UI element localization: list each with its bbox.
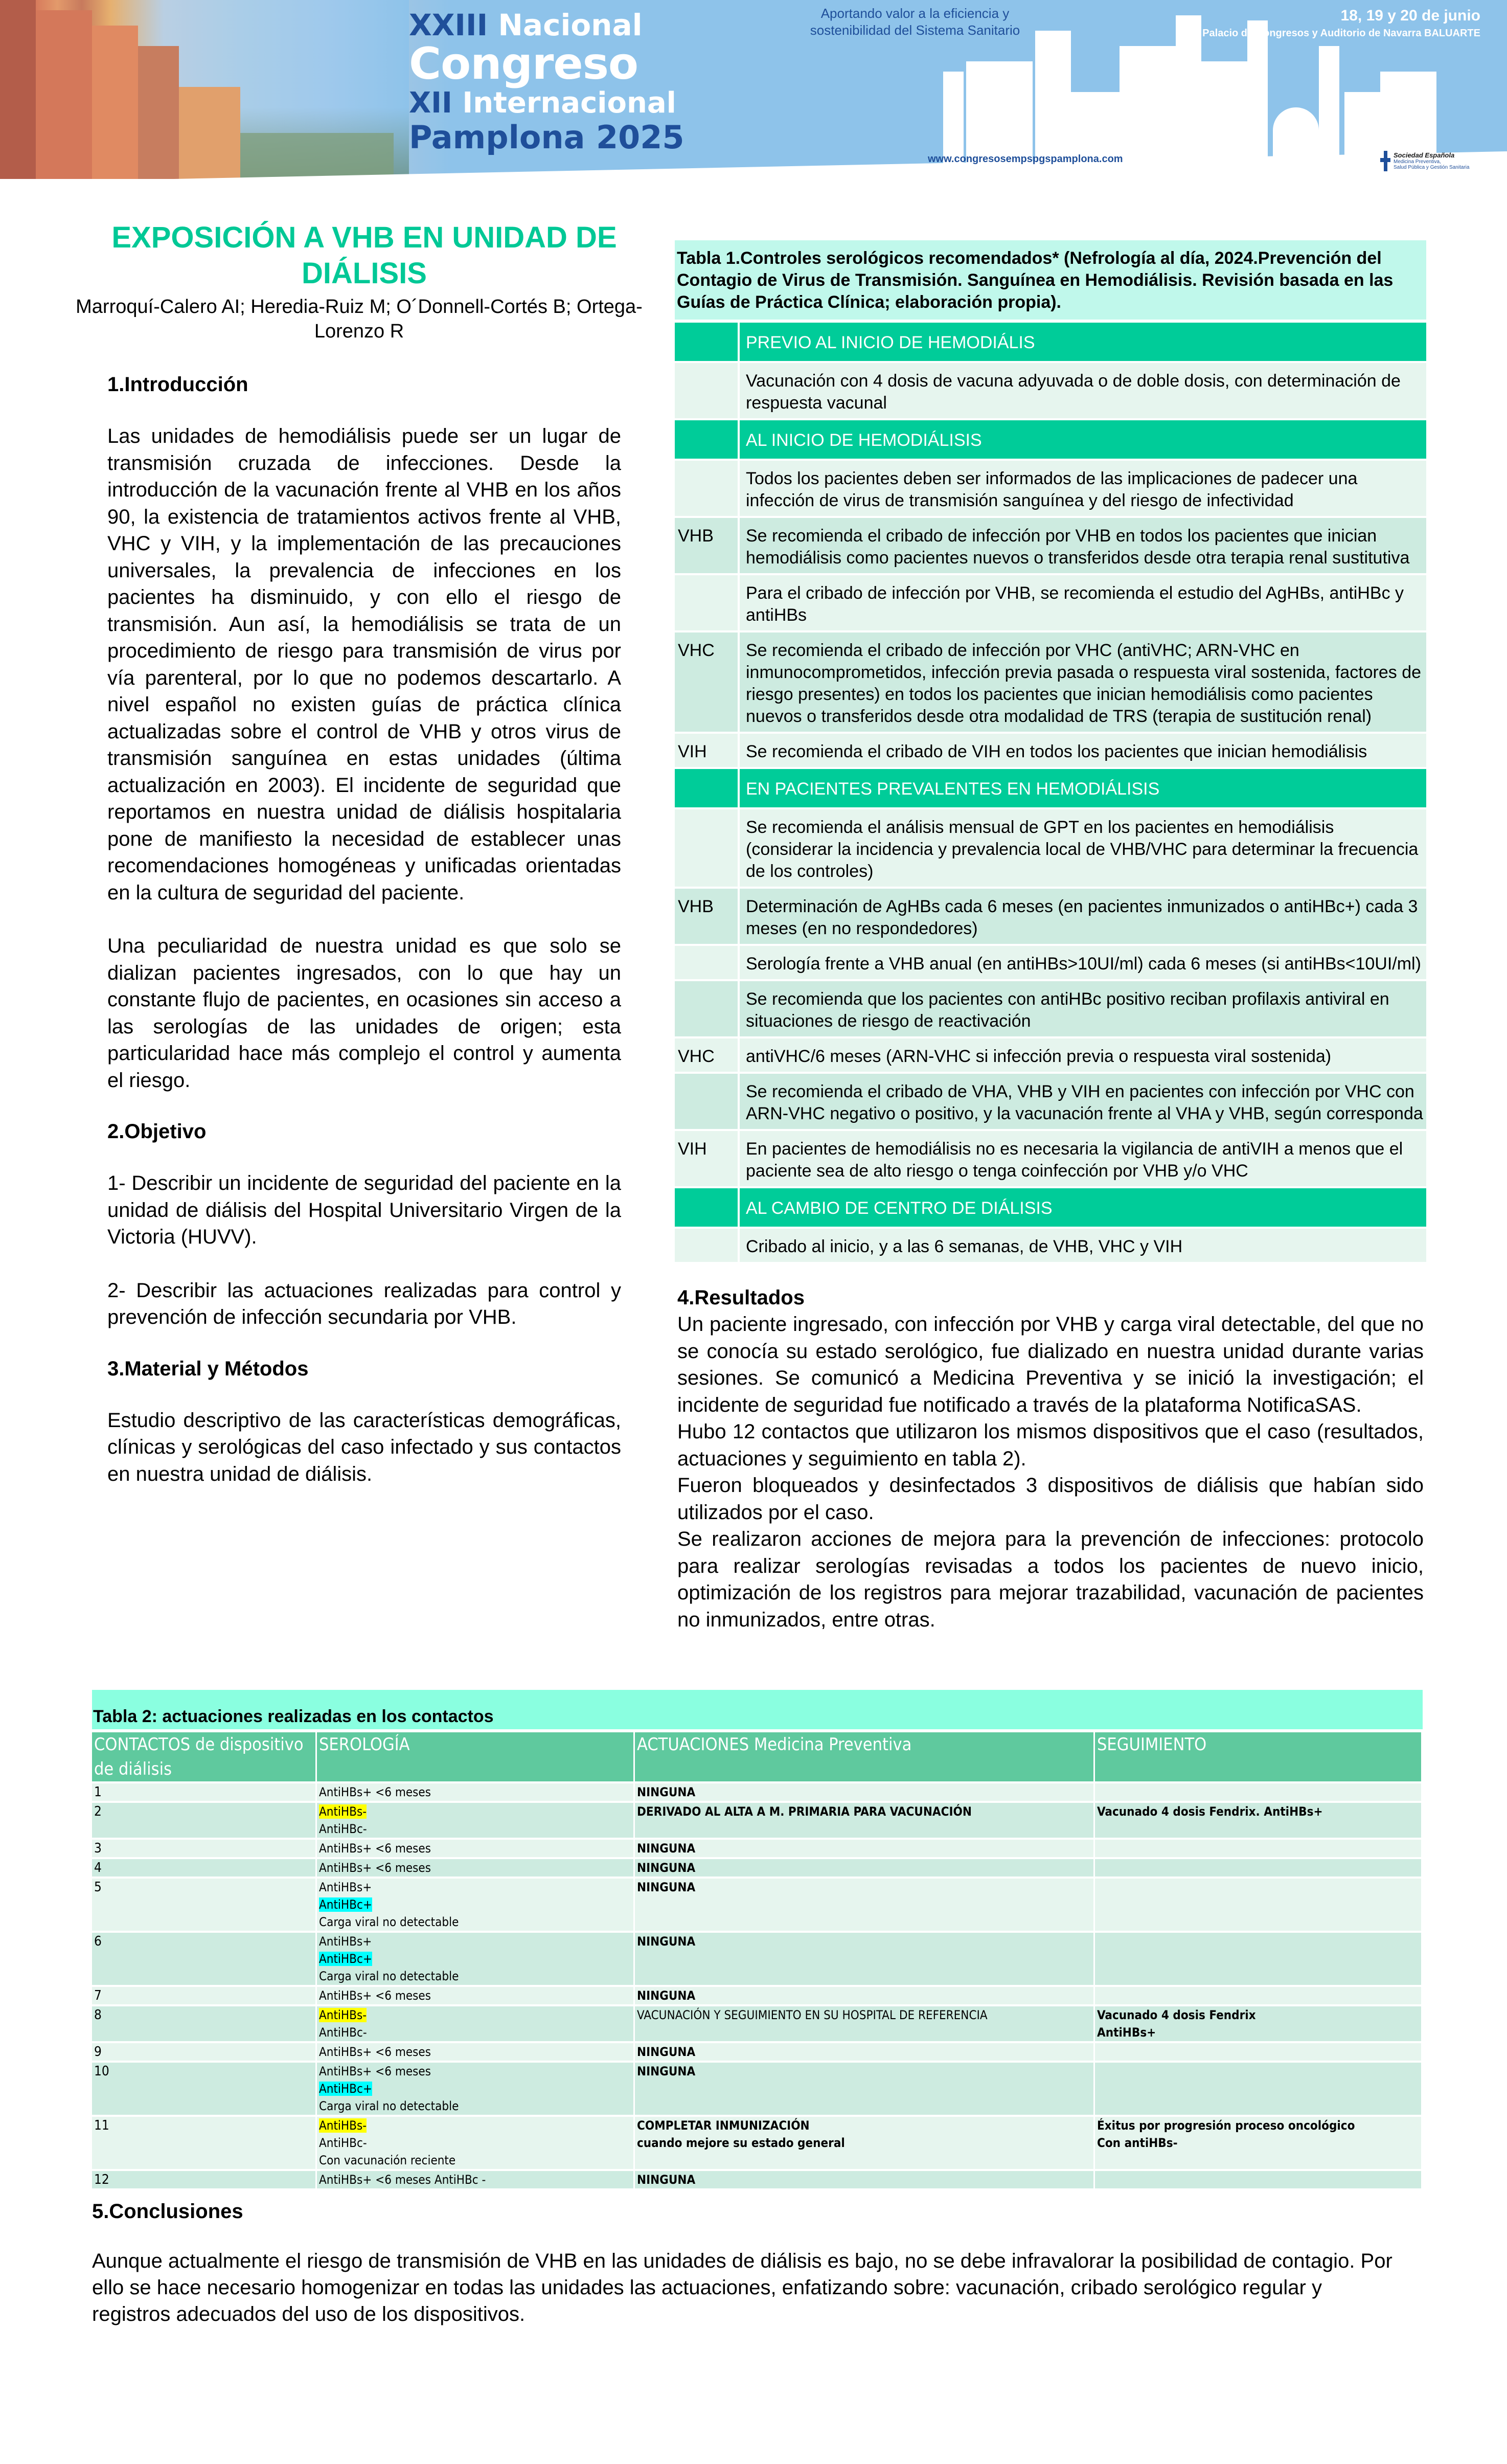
serologia-line bbox=[319, 2134, 631, 2152]
virus-key-cell bbox=[675, 809, 740, 887]
seguimiento-cell bbox=[1095, 1783, 1423, 1803]
column-header-actuaciones: ACTUACIONES Medicina Preventiva bbox=[635, 1732, 1095, 1783]
recommendation-text: Serología frente a VHB anual (en antiHBs>10UI/ml) cada 6 meses (si antiHBs<10UI/ml) bbox=[740, 946, 1426, 979]
highlighted-serology-result: AntiHBc+ bbox=[319, 1897, 372, 1912]
resultados-section bbox=[677, 1284, 1424, 1633]
virus-key-cell bbox=[675, 1229, 740, 1262]
actuacion-line: NINGUNA bbox=[637, 1880, 696, 1894]
building-shape bbox=[92, 26, 138, 179]
contact-number-cell: 12 bbox=[92, 2171, 317, 2190]
resultados-paragraph-1: Un paciente ingresado, con infección por VHB y carga viral detectable, del que no se conocía su estado serológico, fue dializado en nuestra unidad durante varias sesiones. Se comunicó a Medicina Preventiva y se inició la investigación; el incidente de seguridad fue notificado a través de la plataforma NotificaSAS. bbox=[677, 1313, 1424, 1416]
trees-shape bbox=[240, 133, 394, 179]
tabla-1-section-header bbox=[675, 323, 1426, 361]
serologia-line bbox=[319, 1879, 631, 1896]
serology-result: AntiHBs+ <6 meses AntiHBc - bbox=[319, 2173, 486, 2187]
building-shape bbox=[36, 10, 92, 179]
serologia-cell bbox=[317, 1879, 635, 1933]
tabla-1-row bbox=[675, 518, 1426, 573]
recommendation-text: Vacunación con 4 dosis de vacuna adyuvada o de doble dosis, con determinación de respuesta vacunal bbox=[740, 363, 1426, 418]
contact-row bbox=[92, 2171, 1423, 2190]
contact-number-cell: 10 bbox=[92, 2063, 317, 2117]
intro-paragraph-2: Una peculiaridad de nuestra unidad es que solo se dializan pacientes ingresados, con lo que hay un constante flujo de pacientes, en ocasiones sin acceso a las serologías de las unidades de origen; esta particularidad hace más complejo el control y aumenta el riesgo. bbox=[107, 935, 621, 1092]
contact-row bbox=[92, 1783, 1423, 1803]
actuaciones-cell bbox=[635, 1933, 1095, 1987]
actuacion-line: NINGUNA bbox=[637, 1785, 696, 1799]
virus-key-cell bbox=[675, 769, 740, 807]
title-line-3a: XII bbox=[409, 86, 452, 120]
seguimiento-cell bbox=[1095, 2006, 1423, 2043]
serologia-line bbox=[319, 1803, 631, 1820]
contact-row bbox=[92, 2117, 1423, 2171]
dates-text: 18, 19 y 20 de junio bbox=[1340, 7, 1480, 24]
serologia-line bbox=[319, 2097, 631, 2115]
virus-key-cell bbox=[675, 981, 740, 1036]
contact-row bbox=[92, 2006, 1423, 2043]
congress-website-link[interactable]: www.congresosempspgspamplona.com bbox=[928, 153, 1123, 165]
building-shape bbox=[0, 0, 36, 179]
actuacion-line: NINGUNA bbox=[637, 1861, 696, 1875]
logo-subtitle-2: Salud Pública y Gestión Sanitaria bbox=[1394, 165, 1470, 171]
serology-result: AntiHBs+ bbox=[319, 1880, 372, 1894]
conclusiones-paragraph: Aunque actualmente el riesgo de transmisión de VHB en las unidades de diálisis es bajo, no se debe infravalorar la posibilidad de contagio. Por ello se hace necesario homogenizar en todas las unidades las actuaciones, enfatizando sobre: vacunación, cribado serológico regular y registros adecuados del uso de los dispositivos. bbox=[92, 2250, 1392, 2325]
contact-number-cell: 4 bbox=[92, 1859, 317, 1879]
virus-key-cell: VHC bbox=[675, 632, 740, 732]
actuacion-line: NINGUNA bbox=[637, 2045, 696, 2059]
skyline-building bbox=[1120, 46, 1181, 179]
highlighted-serology-result: AntiHBs- bbox=[319, 1804, 367, 1819]
highlighted-serology-result: AntiHBc+ bbox=[319, 1952, 372, 1966]
serology-result: AntiHBs+ <6 meses bbox=[319, 1841, 431, 1856]
serologia-line bbox=[319, 1840, 631, 1857]
actuaciones-cell bbox=[635, 1987, 1095, 2006]
tabla-1-row bbox=[675, 363, 1426, 418]
title-line-3b: Internacional bbox=[462, 86, 676, 120]
seguimiento-cell bbox=[1095, 1987, 1423, 2006]
contact-number-cell: 5 bbox=[92, 1879, 317, 1933]
section-heading-resultados: 4.Resultados bbox=[677, 1286, 805, 1309]
actuacion-line: COMPLETAR INMUNIZACIÓN bbox=[637, 2118, 810, 2133]
tabla-1-section-header bbox=[675, 420, 1426, 459]
recommendation-text: Se recomienda el cribado de VHA, VHB y VIH en pacientes con infección por VHC con ARN-VHC negativo o positivo, y la vacunación frente al VHA y VHB, según corresponda bbox=[740, 1074, 1426, 1129]
actuacion-line: VACUNACIÓN Y SEGUIMIENTO EN SU HOSPITAL DE REFERENCIA bbox=[637, 2008, 988, 2022]
virus-key-cell bbox=[675, 363, 740, 418]
serology-result: AntiHBs+ <6 meses bbox=[319, 2064, 431, 2078]
objetivo-1: 1- Describir un incidente de seguridad del paciente en la unidad de diálisis del Hospital Universitario Virgen de la Victoria (HUVV). bbox=[107, 1172, 621, 1248]
virus-key-cell: VHC bbox=[675, 1038, 740, 1072]
contact-row bbox=[92, 1840, 1423, 1859]
virus-key-cell: VHB bbox=[675, 889, 740, 944]
title-line-4: Pamplona 2025 bbox=[409, 119, 684, 156]
seguimiento-line: Éxitus por progresión proceso oncológico bbox=[1097, 2118, 1355, 2133]
tabla-2-caption: Tabla 2: actuaciones realizadas en los contactos bbox=[92, 1690, 1423, 1729]
serologia-line bbox=[319, 2024, 631, 2041]
serologia-cell bbox=[317, 2063, 635, 2117]
virus-key-cell bbox=[675, 1074, 740, 1129]
actuacion-line: NINGUNA bbox=[637, 1934, 696, 1949]
building-shape bbox=[179, 87, 240, 179]
conclusiones-section bbox=[92, 2200, 1401, 2327]
actuacion-line: DERIVADO AL ALTA A M. PRIMARIA PARA VACUNACIÓN bbox=[637, 1804, 972, 1819]
actuaciones-cell bbox=[635, 1840, 1095, 1859]
actuacion-line: cuando mejore su estado general bbox=[637, 2136, 845, 2150]
serologia-line bbox=[319, 2152, 631, 2169]
serologia-line bbox=[319, 1783, 631, 1801]
intro-paragraph-1: Las unidades de hemodiálisis puede ser un lugar de transmisión cruzada de infecciones. Desde la introducción de la vacunación frente al VHB en los años 90, la existencia de tratamientos activos frente al VHB, VHC y VIH, y la implementación de las precauciones universales, la prevalencia de infecciones en los pacientes ha disminuido, y con ello el riesgo de transmisión. Aun así, la hemodiálisis se trata de un procedimiento de riesgo para transmisión de virus por vía parenteral, por lo que no podemos descartarlo. A nivel español no existen guías de práctica clínica actualizadas sobre el control de VHB y otros virus de transmisión sanguínea en estas unidades (última actualización en 2003). El incidente de seguridad que reportamos en nuestra unidad de diálisis hospitalaria pone de manifiesto la necesidad de establecer unas recomendaciones homogéneas y unificadas orientadas en la cultura de seguridad del paciente. bbox=[107, 425, 621, 904]
objetivo-2: 2- Describir las actuaciones realizadas para control y prevención de infección secundaria por VHB. bbox=[107, 1279, 621, 1328]
serologia-line bbox=[319, 1859, 631, 1877]
skyline-building bbox=[1071, 92, 1120, 179]
recommendation-text: Para el cribado de infección por VHB, se recomienda el estudio del AgHBs, antiHBc y antiHBs bbox=[740, 575, 1426, 630]
section-heading-objetivo: 2.Objetivo bbox=[107, 1120, 207, 1143]
serology-result: AntiHBc- bbox=[319, 1822, 367, 1836]
recommendation-text: Se recomienda el cribado de infección por VHC (antiVHC; ARN-VHC en inmunocomprometidos, infección previa pasada o respuesta viral sostenida, factores de riesgo presentes) en todos los pacientes que inician hemodiálisis como pacientes nuevos o transferidos desde otra modalidad de TRS (terapia de sustitución renal) bbox=[740, 632, 1426, 732]
section-header-text: AL INICIO DE HEMODIÁLISIS bbox=[740, 420, 1426, 459]
contact-number-cell: 6 bbox=[92, 1933, 317, 1987]
seguimiento-cell bbox=[1095, 1879, 1423, 1933]
serologia-line bbox=[319, 1896, 631, 1913]
actuaciones-cell bbox=[635, 1803, 1095, 1840]
tabla-1-row bbox=[675, 1229, 1426, 1262]
virus-key-cell: VIH bbox=[675, 734, 740, 767]
resultados-paragraph-4: Se realizaron acciones de mejora para la prevención de infecciones: protocolo para realizar serologías revisadas a todos los pacientes de nuevo inicio, optimización de los registros para mejorar trazabilidad, vacunación de pacientes no inmunizados, entre otras. bbox=[677, 1528, 1424, 1631]
virus-key-cell bbox=[675, 420, 740, 459]
seguimiento-cell bbox=[1095, 2063, 1423, 2117]
actuaciones-cell bbox=[635, 2063, 1095, 2117]
contact-number-cell: 2 bbox=[92, 1803, 317, 1840]
seguimiento-line: Vacunado 4 dosis Fendrix bbox=[1097, 2008, 1256, 2022]
seguimiento-cell bbox=[1095, 1859, 1423, 1879]
section-heading-introduccion: 1.Introducción bbox=[107, 373, 248, 396]
actuacion-line: NINGUNA bbox=[637, 1841, 696, 1856]
recommendation-text: Se recomienda que los pacientes con antiHBc positivo reciban profilaxis antiviral en situaciones de riesgo de reactivación bbox=[740, 981, 1426, 1036]
logo-subtitle-1: Medicina Preventiva, bbox=[1394, 159, 1441, 165]
virus-key-cell: VHB bbox=[675, 518, 740, 573]
congress-banner bbox=[0, 0, 1507, 179]
skyline-spire bbox=[1247, 20, 1268, 179]
seguimiento-line: Con antiHBs- bbox=[1097, 2136, 1178, 2150]
tabla-1-row bbox=[675, 809, 1426, 887]
serologia-line bbox=[319, 2063, 631, 2080]
serologia-cell bbox=[317, 1987, 635, 2006]
seguimiento-cell bbox=[1095, 2043, 1423, 2063]
tabla-1-caption: Tabla 1.Controles serológicos recomendados* (Nefrología al día, 2024.Prevención del Contagio de Virus de Transmisión. Sanguínea en Hemodiálisis. Revisión basada en las Guías de Práctica Clínica; elaboración propia). bbox=[675, 240, 1426, 320]
seguimiento-cell bbox=[1095, 1933, 1423, 1987]
tabla-1-row bbox=[675, 632, 1426, 732]
society-logo bbox=[1380, 151, 1469, 171]
left-column bbox=[76, 220, 643, 1487]
tabla-1-row bbox=[675, 1038, 1426, 1072]
contact-row bbox=[92, 1859, 1423, 1879]
recommendation-text: Se recomienda el análisis mensual de GPT en los pacientes en hemodiálisis (considerar la incidencia y prevalencia local de VHB/VHC para determinar la frecuencia de los controles) bbox=[740, 809, 1426, 887]
serology-result: AntiHBs+ bbox=[319, 1934, 372, 1949]
contact-row bbox=[92, 1803, 1423, 1840]
serologia-line bbox=[319, 2080, 631, 2097]
title-line-1b: Nacional bbox=[498, 8, 643, 42]
society-logo-icon bbox=[1380, 151, 1390, 171]
actuacion-line: NINGUNA bbox=[637, 2173, 696, 2187]
recommendation-text: En pacientes de hemodiálisis no es necesaria la vigilancia de antiVIH a menos que el paciente sea de alto riesgo o tenga coinfección por VHB y/o VHC bbox=[740, 1131, 1426, 1186]
skyline-building bbox=[1201, 61, 1247, 179]
seguimiento-cell bbox=[1095, 1840, 1423, 1859]
virus-key-cell bbox=[675, 1188, 740, 1227]
venue-text: Palacio de Congresos y Auditorio de Navarra BALUARTE bbox=[1202, 28, 1480, 39]
building-shape bbox=[138, 46, 179, 179]
virus-key-cell bbox=[675, 946, 740, 979]
recommendation-text: Se recomienda el cribado de infección por VHB en todos los pacientes que inician hemodiálisis como pacientes nuevos o transferidos desde otra terapia renal sustitutiva bbox=[740, 518, 1426, 573]
actuacion-line: NINGUNA bbox=[637, 1988, 696, 2003]
serologia-line bbox=[319, 1968, 631, 1985]
seguimiento-cell bbox=[1095, 1803, 1423, 1840]
tabla-1-row bbox=[675, 946, 1426, 979]
serology-result: AntiHBc- bbox=[319, 2136, 367, 2150]
section-header-text: AL CAMBIO DE CENTRO DE DIÁLISIS bbox=[740, 1188, 1426, 1227]
recommendation-text: Determinación de AgHBs cada 6 meses (en pacientes inmunizados o antiHBc+) cada 3 meses (en no respondedores) bbox=[740, 889, 1426, 944]
serologia-cell bbox=[317, 1840, 635, 1859]
highlighted-serology-result: AntiHBs- bbox=[319, 2118, 367, 2133]
contact-row bbox=[92, 1987, 1423, 2006]
section-heading-conclusiones: 5.Conclusiones bbox=[92, 2200, 243, 2223]
actuaciones-cell bbox=[635, 2043, 1095, 2063]
serologia-cell bbox=[317, 1859, 635, 1879]
skyline-spire bbox=[1176, 15, 1201, 179]
serologia-line bbox=[319, 1820, 631, 1838]
actuaciones-cell bbox=[635, 2171, 1095, 2190]
serology-result: AntiHBs+ <6 meses bbox=[319, 1861, 431, 1875]
contact-number-cell: 8 bbox=[92, 2006, 317, 2043]
congress-dates bbox=[1202, 7, 1480, 39]
tabla-1-row bbox=[675, 575, 1426, 630]
serologia-line bbox=[319, 1987, 631, 2004]
section-header-text: PREVIO AL INICIO DE HEMODIÁLIS bbox=[740, 323, 1426, 361]
contact-row bbox=[92, 2063, 1423, 2117]
serology-result: AntiHBc- bbox=[319, 2025, 367, 2040]
tabla-1-row bbox=[675, 1131, 1426, 1186]
serologia-line bbox=[319, 1913, 631, 1931]
seguimiento-line: AntiHBs+ bbox=[1097, 2025, 1156, 2040]
actuaciones-cell bbox=[635, 1859, 1095, 1879]
tabla-2 bbox=[92, 1690, 1423, 2190]
resultados-paragraph-2: Hubo 12 contactos que utilizaron los mismos dispositivos que el caso (resultados, actuaciones y seguimiento en tabla 2). bbox=[677, 1420, 1424, 1470]
poster-title: EXPOSICIÓN A VHB EN UNIDAD DE DIÁLISIS bbox=[111, 221, 617, 290]
resultados-paragraph-3: Fueron bloqueados y desinfectados 3 dispositivos de diálisis que habían sido utilizados por el caso. bbox=[677, 1474, 1424, 1524]
contact-number-cell: 9 bbox=[92, 2043, 317, 2063]
actuacion-line: NINGUNA bbox=[637, 2064, 696, 2078]
congress-title bbox=[409, 8, 684, 156]
serology-result: Carga viral no detectable bbox=[319, 1969, 459, 1983]
tabla-1-row bbox=[675, 461, 1426, 516]
tabla-1-row bbox=[675, 981, 1426, 1036]
congress-tagline: Aportando valor a la eficiencia y sostenibilidad del Sistema Sanitario bbox=[810, 6, 1020, 38]
serologia-line bbox=[319, 1933, 631, 1950]
serology-result: AntiHBs+ <6 meses bbox=[319, 1785, 431, 1799]
serologia-line bbox=[319, 2117, 631, 2134]
logo-title: Sociedad Española bbox=[1394, 151, 1455, 159]
column-header-seguimiento: SEGUIMIENTO bbox=[1095, 1732, 1423, 1783]
actuaciones-cell bbox=[635, 2117, 1095, 2171]
serologia-cell bbox=[317, 1803, 635, 1840]
serologia-cell bbox=[317, 2043, 635, 2063]
serologia-cell bbox=[317, 2117, 635, 2171]
skyline-column bbox=[1319, 46, 1339, 179]
skyline-kiosk bbox=[1273, 107, 1319, 179]
tabla-2-table bbox=[92, 1732, 1423, 2190]
serology-result: AntiHBs+ <6 meses bbox=[319, 2045, 431, 2059]
recommendation-text: Cribado al inicio, y a las 6 semanas, de VHB, VHC y VIH bbox=[740, 1229, 1426, 1262]
serologia-line bbox=[319, 2171, 631, 2188]
serologia-cell bbox=[317, 1783, 635, 1803]
serologia-line bbox=[319, 2006, 631, 2024]
section-heading-metodos: 3.Material y Métodos bbox=[107, 1357, 309, 1380]
tabla-1-row bbox=[675, 1074, 1426, 1129]
serologia-line bbox=[319, 1950, 631, 1968]
contact-number-cell: 7 bbox=[92, 1987, 317, 2006]
serologia-cell bbox=[317, 2171, 635, 2190]
contact-row bbox=[92, 1933, 1423, 1987]
contact-number-cell: 3 bbox=[92, 1840, 317, 1859]
tabla-1 bbox=[675, 240, 1426, 1264]
serologia-line bbox=[319, 2043, 631, 2061]
seguimiento-line: Vacunado 4 dosis Fendrix. AntiHBs+ bbox=[1097, 1804, 1323, 1819]
column-header-serologia: SEROLOGÍA bbox=[317, 1732, 635, 1783]
tabla-1-row bbox=[675, 889, 1426, 944]
contact-number-cell: 1 bbox=[92, 1783, 317, 1803]
tabla-1-row bbox=[675, 734, 1426, 767]
seguimiento-cell bbox=[1095, 2117, 1423, 2171]
recommendation-text: Todos los pacientes deben ser informados de las implicaciones de padecer una infección de virus de transmisión sanguínea y del riesgo de infectividad bbox=[740, 461, 1426, 516]
title-line-2: Congreso bbox=[409, 38, 638, 89]
highlighted-serology-result: AntiHBs- bbox=[319, 2008, 367, 2022]
authors: Marroquí-Calero AI; Heredia-Ruiz M; O´Donnell-Cortés B; Ortega-Lorenzo R bbox=[76, 296, 643, 342]
serologia-cell bbox=[317, 2006, 635, 2043]
contact-row bbox=[92, 1879, 1423, 1933]
actuaciones-cell bbox=[635, 1783, 1095, 1803]
serology-result: Carga viral no detectable bbox=[319, 2099, 459, 2113]
serology-result: Con vacunación reciente bbox=[319, 2153, 456, 2167]
tabla-1-table bbox=[675, 321, 1426, 1264]
serology-result: AntiHBs+ <6 meses bbox=[319, 1988, 431, 2003]
skyline-building bbox=[1344, 92, 1380, 179]
seguimiento-cell bbox=[1095, 2171, 1423, 2190]
tabla-1-section-header bbox=[675, 1188, 1426, 1227]
metodos-paragraph: Estudio descriptivo de las características demográficas, clínicas y serológicas del caso infectado y sus contactos en nuestra unidad de diálisis. bbox=[107, 1409, 621, 1485]
tabla-2-header-row bbox=[92, 1732, 1423, 1783]
actuaciones-cell bbox=[635, 2006, 1095, 2043]
contact-row bbox=[92, 2043, 1423, 2063]
virus-key-cell bbox=[675, 323, 740, 361]
contact-number-cell: 11 bbox=[92, 2117, 317, 2171]
virus-key-cell bbox=[675, 461, 740, 516]
serologia-cell bbox=[317, 1933, 635, 1987]
recommendation-text: antiVHC/6 meses (ARN-VHC si infección previa o respuesta viral sostenida) bbox=[740, 1038, 1426, 1072]
actuaciones-cell bbox=[635, 1879, 1095, 1933]
virus-key-cell: VIH bbox=[675, 1131, 740, 1186]
virus-key-cell bbox=[675, 575, 740, 630]
highlighted-serology-result: AntiHBc+ bbox=[319, 2082, 372, 2096]
serology-result: Carga viral no detectable bbox=[319, 1915, 459, 1929]
recommendation-text: Se recomienda el cribado de VIH en todos los pacientes que inician hemodiálisis bbox=[740, 734, 1426, 767]
section-header-text: EN PACIENTES PREVALENTES EN HEMODIÁLISIS bbox=[740, 769, 1426, 807]
column-header-contactos: CONTACTOS de dispositivo de diálisis bbox=[92, 1732, 317, 1783]
title-line-1a: XXIII bbox=[409, 8, 488, 42]
tabla-1-section-header bbox=[675, 769, 1426, 807]
